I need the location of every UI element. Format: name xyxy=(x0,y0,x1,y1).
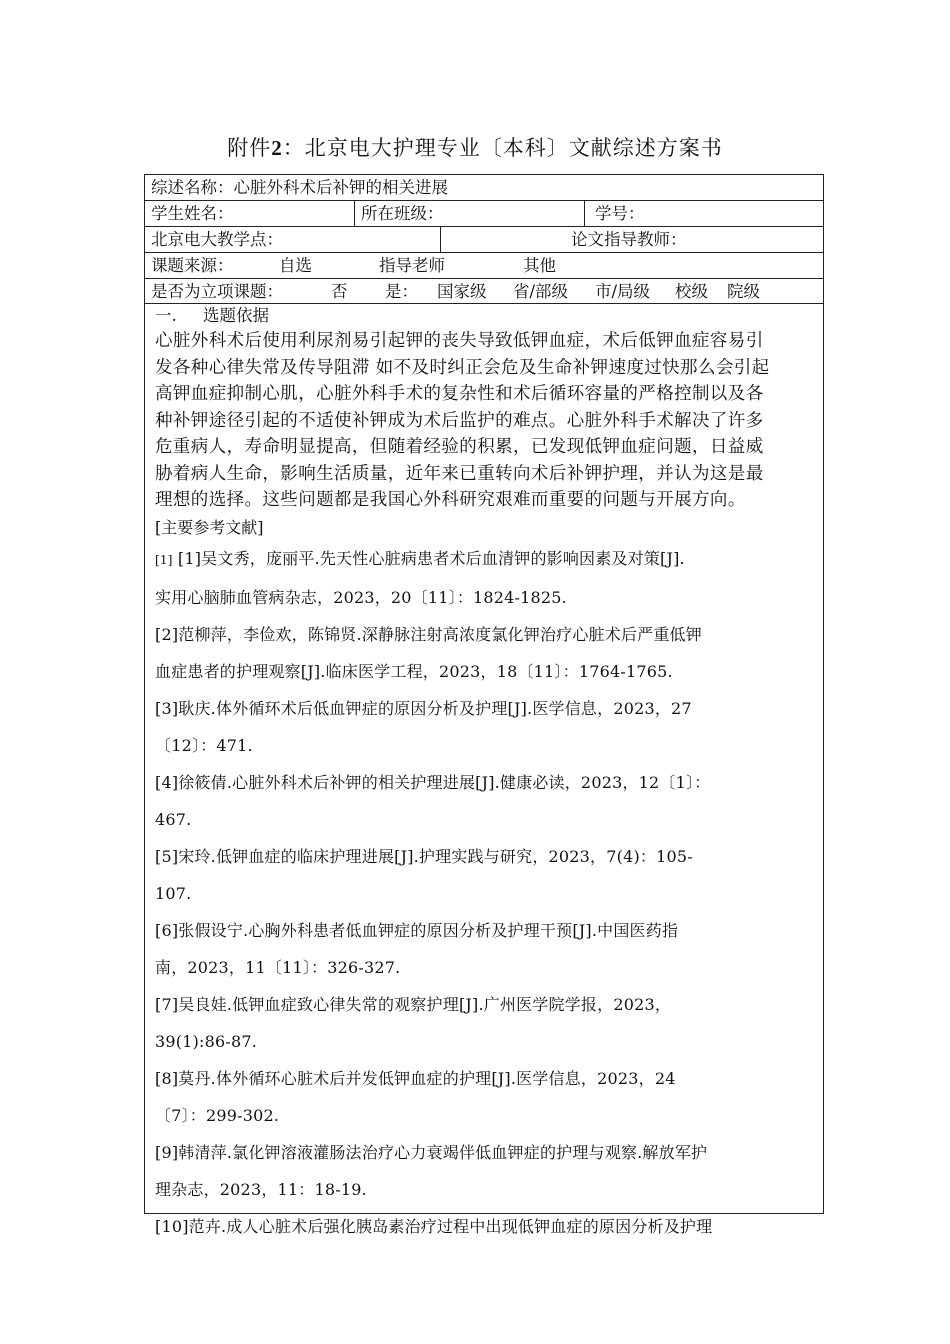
section-number: 一. xyxy=(155,306,177,325)
reference-line: [3]耿庆.体外循环术后低血钾症的原因分析及护理[J].医学信息，2023，27 xyxy=(155,698,692,718)
reference-line: 467. xyxy=(155,809,192,829)
reference-line: 理杂志，2023，11：18-19. xyxy=(155,1179,367,1199)
teaching-site-label: 北京电大教学点： xyxy=(151,230,283,249)
reference-line: [4]徐筱倩.心脏外科术后补钾的相关护理进展[J].健康必读，2023，12〔1〕： xyxy=(155,772,711,792)
basis-line: 种补钾途径引起的不适使补钾成为术后监护的难点。心脏外科手术解决了许多 xyxy=(155,410,764,431)
divider xyxy=(440,227,441,252)
class-label: 所在班级： xyxy=(361,204,444,223)
basis-section xyxy=(145,304,823,1245)
reference-line: 南，2023，11〔11〕：326-327. xyxy=(155,957,401,977)
row-site xyxy=(145,227,823,253)
reference-text: [1]吴文秀，庞丽平.先天性心脏病患者术后血清钾的影响因素及对策[J]. xyxy=(177,548,685,568)
reference-line: 107. xyxy=(155,883,192,903)
basis-line: 理想的选择。这些问题都是我国心外科研究艰难而重要的问题与开展方向。 xyxy=(155,490,746,510)
level-school: 校级 xyxy=(675,282,708,301)
reference-line: 〔12〕：471. xyxy=(155,735,253,755)
level-provincial: 省/部级 xyxy=(513,282,569,301)
reference-line: 实用心脑肺血管病杂志，2023，20〔11〕：1824-1825. xyxy=(155,587,567,607)
title-rest: ：北京电大护理专业〔本科〕文献综述方案书 xyxy=(282,136,723,160)
source-option-other: 其他 xyxy=(523,256,556,275)
reference-line: 〔7〕：299-302. xyxy=(155,1105,280,1125)
level-college: 院级 xyxy=(727,282,760,301)
project-label: 是否为立项课题： xyxy=(151,282,283,301)
title-number: 2 xyxy=(271,136,283,160)
source-option-advisor: 指导老师 xyxy=(379,256,445,275)
student-id-label: 学号： xyxy=(595,204,645,223)
reference-line: [7]吴良娃.低钾血症致心律失常的观察护理[J].广州医学院学报，2023， xyxy=(155,994,672,1014)
project-no: 否 xyxy=(331,282,348,301)
basis-line: 胁着病人生命，影响生活质量，近年来已重转向术后补钾护理，并认为这是最 xyxy=(155,463,764,484)
basis-line: 危重病人，寿命明显提高，但随着经验的积累，已发现低钾血症问题，日益威 xyxy=(155,437,764,457)
section-title: 选题依据 xyxy=(202,306,269,325)
reference-line xyxy=(155,540,815,579)
basis-line: 心脏外科术后使用利尿剂易引起钾的丧失导致低钾血症，术后低钾血症容易引 xyxy=(155,331,764,351)
section-heading xyxy=(155,304,815,328)
reference-line: 39(1):86-87. xyxy=(155,1031,258,1051)
first-ref-prefix: [1] xyxy=(155,552,173,567)
proposal-form xyxy=(144,174,824,1236)
reference-line: [10]范卉.成人心脏术后强化胰岛素治疗过程中出现低钾血症的原因分析及护理 xyxy=(155,1216,713,1236)
advisor-label: 论文指导教师： xyxy=(571,230,687,249)
basis-line: 高钾血症抑制心肌，心脏外科手术的复杂性和术后循环容量的严格控制以及各 xyxy=(155,384,764,404)
reference-line: [9]韩清萍.氯化钾溶液灌肠法治疗心力衰竭伴低血钾症的护理与观察.解放军护 xyxy=(155,1142,708,1162)
basis-line: 发各种心律失常及传导阻滞 如不及时纠正会危及生命补钾速度过快那么会引起 xyxy=(155,357,770,378)
title-prefix: 附件 xyxy=(227,136,272,160)
review-name-field: 综述名称：心脏外科术后补钾的相关进展 xyxy=(151,178,448,197)
row-project xyxy=(145,279,823,304)
topic-source-label: 课题来源： xyxy=(151,256,234,275)
page-title xyxy=(0,132,950,162)
level-municipal: 市/局级 xyxy=(595,282,651,301)
row-student xyxy=(145,201,823,227)
reference-line: [5]宋玲.低钾血症的临床护理进展[J].护理实践与研究，2023，7(4)：105- xyxy=(155,846,693,866)
row-topic-source xyxy=(145,253,823,279)
reference-line: [2]范柳萍，李俭欢，陈锦贤.深静脉注射高浓度氯化钾治疗心脏术后严重低钾 xyxy=(155,624,702,644)
level-national: 国家级 xyxy=(437,282,487,301)
row-review-name xyxy=(145,175,823,201)
reference-line: [6]张假设宁.心胸外科患者低血钾症的原因分析及护理干预[J].中国医药指 xyxy=(155,920,679,940)
references-heading: [主要参考文献] xyxy=(155,517,264,537)
reference-line: 血症患者的护理观察[J].临床医学工程，2023，18〔11〕：1764-1765. xyxy=(155,661,673,681)
project-yes: 是： xyxy=(385,282,418,301)
source-option-self: 自选 xyxy=(279,256,312,275)
reference-line: [8]莫丹.体外循环心脏术后并发低钾血症的护理[J].医学信息，2023，24 xyxy=(155,1068,676,1088)
student-name-label: 学生姓名： xyxy=(151,204,234,223)
